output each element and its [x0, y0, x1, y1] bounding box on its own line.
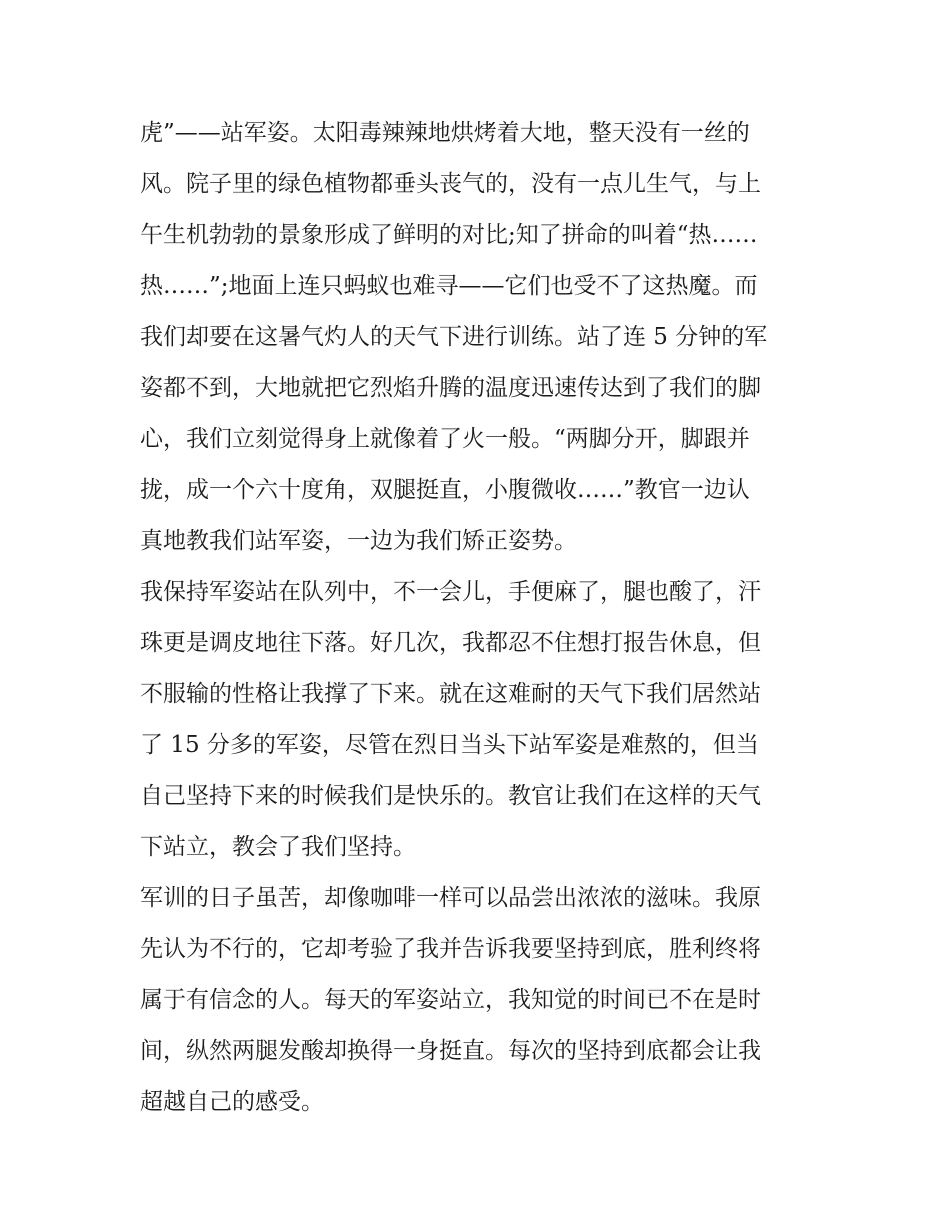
- text-line: 超越自己的感受。: [140, 1089, 324, 1115]
- text-line: 珠更是调皮地往下落。好几次，我都忍不住想打报告休息，但: [140, 630, 761, 656]
- text-line: 军训的日子虽苦，却像咖啡一样可以品尝出浓浓的滋味。我原: [140, 885, 761, 911]
- text-line: 热……”;地面上连只蚂蚁也难寻——它们也受不了这热魔。而: [140, 273, 758, 299]
- text-line: 真地教我们站军姿，一边为我们矫正姿势。: [140, 528, 577, 554]
- paragraph-3: [140, 873, 815, 1128]
- text-line: 我们却要在这暑气灼人的天气下进行训练。站了连 5 分钟的军: [140, 324, 768, 350]
- text-line: 自己坚持下来的时候我们是快乐的。教官让我们在这样的天气: [140, 783, 761, 809]
- text-line: 间，纵然两腿发酸却换得一身挺直。每次的坚持到底都会让我: [140, 1038, 761, 1064]
- text-line: 风。院子里的绿色植物都垂头丧气的，没有一点儿生气，与上: [140, 171, 761, 197]
- text-line: 姿都不到，大地就把它烈焰升腾的温度迅速传达到了我们的脚: [140, 375, 761, 401]
- text-line: 先认为不行的，它却考验了我并告诉我要坚持到底，胜利终将: [140, 936, 761, 962]
- text-line: 了 15 分多的军姿，尽管在烈日当头下站军姿是难熬的，但当: [140, 732, 759, 758]
- text-line: 我保持军姿站在队列中，不一会儿，手便麻了，腿也酸了，汗: [140, 579, 761, 605]
- text-line: 属于有信念的人。每天的军姿站立，我知觉的时间已不在是时: [140, 987, 761, 1013]
- paragraph-2: [140, 567, 815, 873]
- document-body: [140, 108, 815, 1128]
- paragraph-1: [140, 108, 815, 567]
- text-line: 拢，成一个六十度角，双腿挺直，小腹微收……”教官一边认: [140, 477, 750, 503]
- text-line: 心，我们立刻觉得身上就像着了火一般。“两脚分开，脚跟并: [140, 426, 750, 452]
- text-line: 不服输的性格让我撑了下来。就在这难耐的天气下我们居然站: [140, 681, 761, 707]
- text-line: 下站立，教会了我们坚持。: [140, 834, 416, 860]
- text-line: 虎”——站军姿。太阳毒辣辣地烘烤着大地，整天没有一丝的: [140, 120, 750, 146]
- text-line: 午生机勃勃的景象形成了鲜明的对比;知了拼命的叫着“热……: [140, 222, 758, 248]
